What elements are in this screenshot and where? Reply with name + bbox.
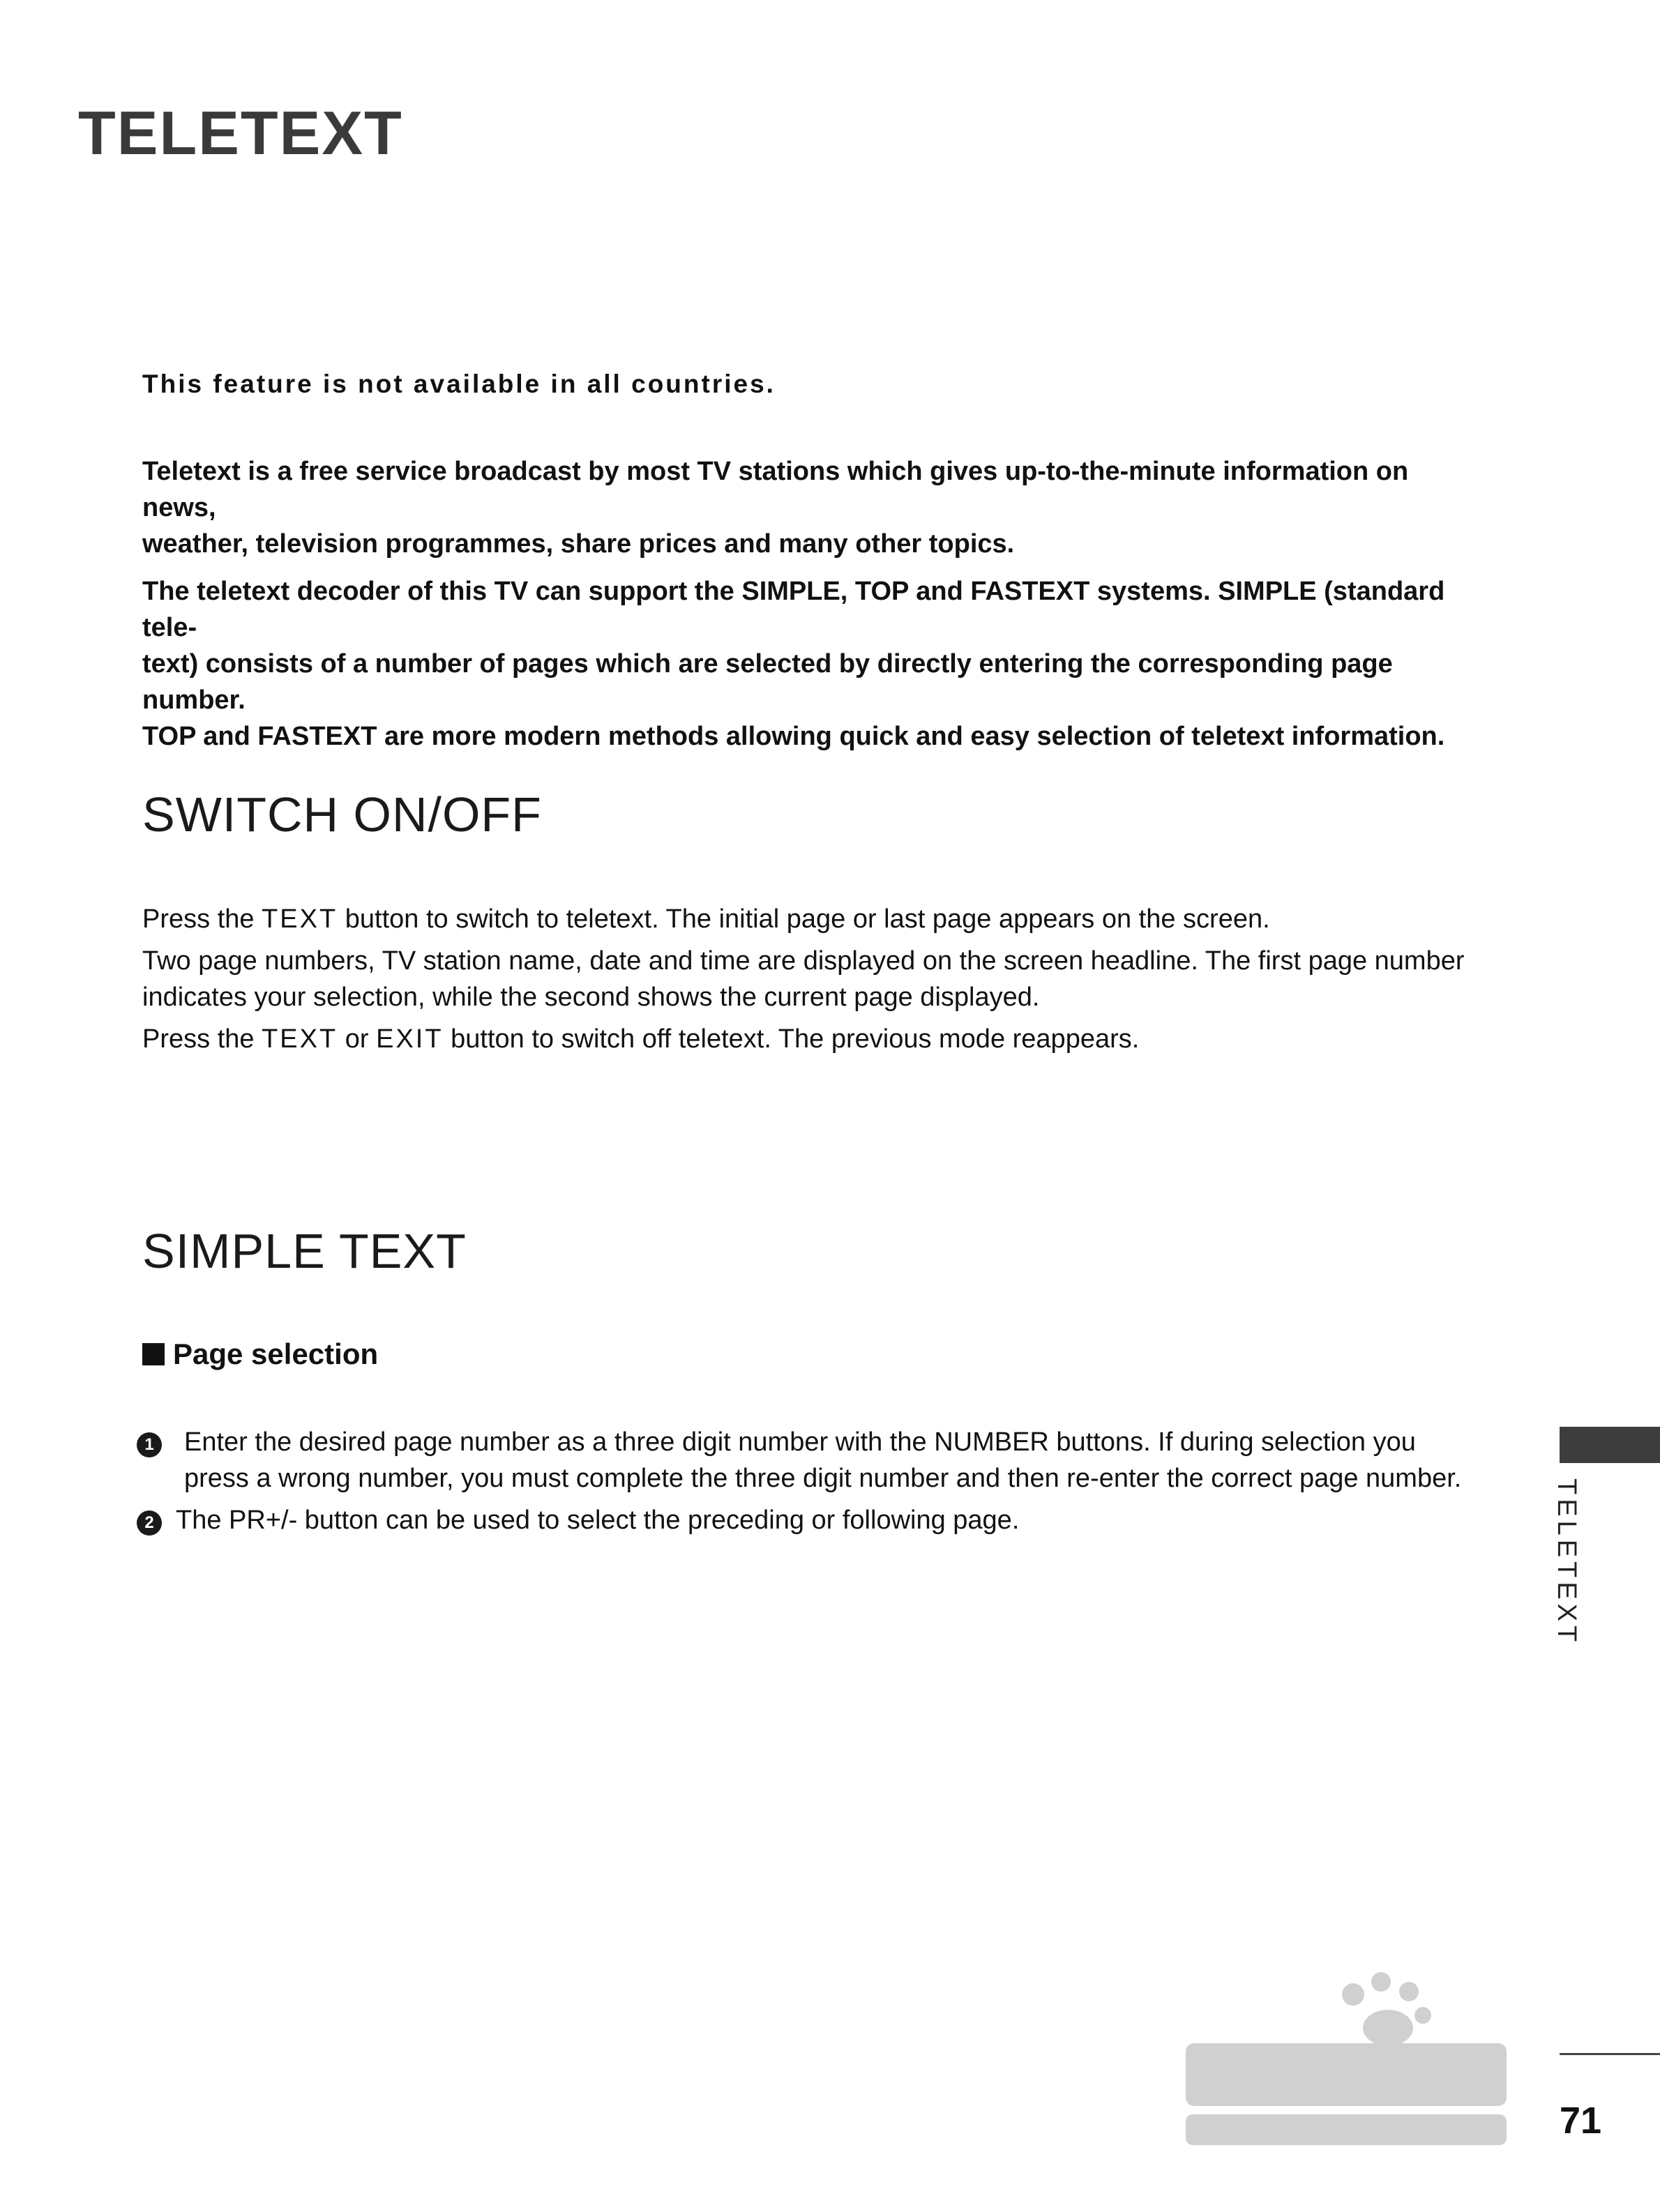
- side-tab-label: TELETEXT: [1552, 1478, 1581, 1646]
- step-1-number-icon: 1: [137, 1432, 162, 1457]
- switch-line-4: [142, 1021, 1481, 1057]
- step-2-number-icon: 2: [137, 1510, 162, 1536]
- step-1-line-1: Enter the desired page number as a three digit number with the NUMBER buttons. If during selection you: [184, 1427, 1416, 1457]
- intro-p2-line-1: The teletext decoder of this TV can support the SIMPLE, TOP and FASTEXT systems. SIMPLE (standard tele-: [142, 577, 1445, 642]
- subhead-label: Page selection: [173, 1338, 379, 1370]
- switch-l4-pre: Press the: [142, 1024, 262, 1054]
- switch-l1-post: button to switch to teletext. The initial page or last page appears on the screen.: [338, 904, 1270, 934]
- footer-rule: [1560, 2053, 1660, 2055]
- section-title-simple: SIMPLE TEXT: [142, 1224, 467, 1278]
- text-key-label: TEXT: [262, 904, 338, 934]
- intro-paragraph-1: [142, 453, 1481, 562]
- switch-line-2: [142, 943, 1481, 1015]
- switch-l4-mid: or: [338, 1024, 377, 1054]
- text-key-label-2: TEXT: [262, 1024, 338, 1054]
- intro-p1-line-2: weather, television programmes, share prices and many other topics.: [142, 529, 1015, 559]
- side-tab-bar: [1560, 1427, 1660, 1463]
- switch-l4-post: button to switch off teletext. The previous mode reappears.: [443, 1024, 1140, 1054]
- section-title-switch: SWITCH ON/OFF: [142, 787, 542, 842]
- intro-p2-line-3: TOP and FASTEXT are more modern methods allowing quick and easy selection of teletext information.: [142, 722, 1445, 751]
- subhead-page-selection: [142, 1338, 378, 1371]
- switch-l1-pre: Press the: [142, 904, 262, 934]
- switch-l3: indicates your selection, while the second shows the current page displayed.: [142, 983, 1040, 1012]
- page-title: TELETEXT: [78, 98, 403, 167]
- step-2-line-1: The PR+/- button can be used to select the preceding or following page.: [176, 1506, 1020, 1535]
- intro-p1-line-1: Teletext is a free service broadcast by most TV stations which gives up-to-the-minute information on news,: [142, 457, 1409, 522]
- square-bullet-icon: [142, 1343, 165, 1365]
- step-1-line-2: press a wrong number, you must complete the three digit number and then re-enter the correct page number.: [184, 1464, 1462, 1493]
- switch-line-1: [142, 901, 1481, 937]
- intro-paragraph-2: [142, 573, 1481, 755]
- switch-l2: Two page numbers, TV station name, date and time are displayed on the screen headline. The first page number: [142, 946, 1465, 976]
- availability-notice: This feature is not available in all countries.: [142, 370, 776, 398]
- step-1-text: [184, 1424, 1481, 1497]
- baidu-watermark-logo: [1179, 1967, 1541, 2155]
- intro-p2-line-2: text) consists of a number of pages which are selected by directly entering the corresponding page number.: [142, 649, 1393, 715]
- page-number: 71: [1560, 2100, 1602, 2142]
- exit-key-label: EXIT: [376, 1024, 444, 1054]
- step-2-text: [176, 1502, 1473, 1538]
